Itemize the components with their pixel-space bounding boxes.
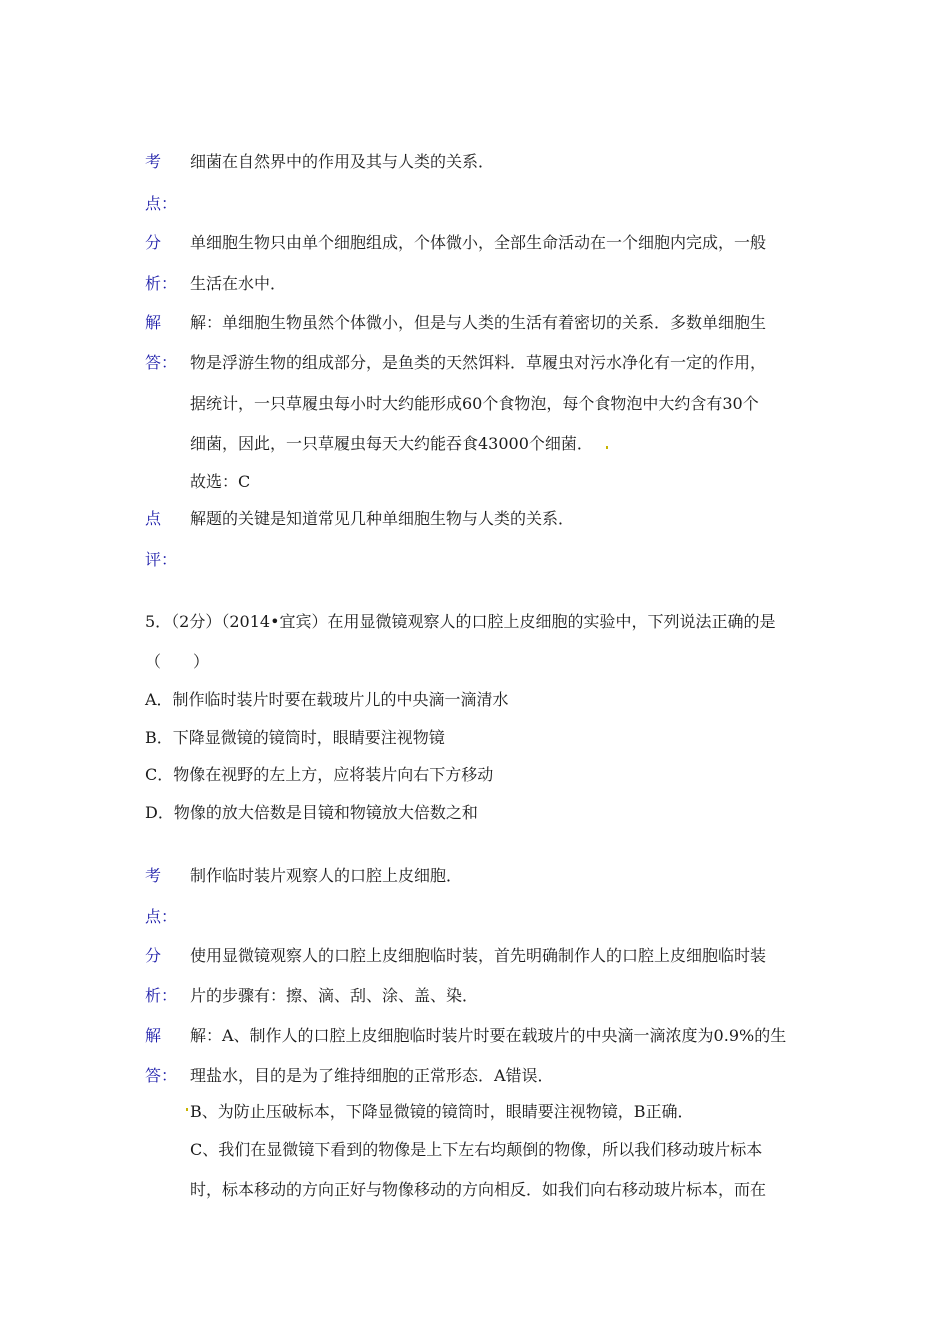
jieda-label-1: 解 <box>145 1026 162 1045</box>
kaodian-label-2: 点： <box>145 907 178 926</box>
stray-mark <box>606 446 608 449</box>
fenxi-label-1: 分 <box>145 946 162 965</box>
jieda-line: 据统计，一只草履虫每小时大约能形成60个食物泡，每个食物泡中大约含有30个 <box>190 394 759 413</box>
jieda-line: C、我们在显微镜下看到的物像是上下左右均颠倒的物像，所以我们移动玻片标本 <box>190 1140 763 1159</box>
jieda-line: B、为防止压破标本，下降显微镜的镜筒时，眼睛要注视物镜，B正确． <box>190 1102 694 1121</box>
jieda-label-1: 解 <box>145 313 162 332</box>
dianping-label-1: 点 <box>145 509 162 528</box>
kaodian-label-2: 点： <box>145 194 178 213</box>
question-blank: （ ） <box>145 652 210 671</box>
kaodian-text: 制作临时装片观察人的口腔上皮细胞． <box>190 866 463 885</box>
fenxi-line: 生活在水中． <box>190 274 287 293</box>
fenxi-line: 单细胞生物只由单个细胞组成，个体微小，全部生命活动在一个细胞内完成，一般 <box>190 233 767 252</box>
jieda-label-2: 答： <box>145 1066 178 1085</box>
option-d: D．物像的放大倍数是目镜和物镜放大倍数之和 <box>145 803 478 822</box>
fenxi-line: 使用显微镜观察人的口腔上皮细胞临时装，首先明确制作人的口腔上皮细胞临时装 <box>190 946 767 965</box>
dianping-label-2: 评： <box>145 550 178 569</box>
question-stem: 5．（2分）（2014•宜宾）在用显微镜观察人的口腔上皮细胞的实验中，下列说法正确的是 <box>145 612 776 631</box>
fenxi-line: 片的步骤有：擦、滴、刮、涂、盖、染． <box>190 986 479 1005</box>
kaodian-label-1: 考 <box>145 152 162 171</box>
jieda-label-2: 答： <box>145 353 178 372</box>
jieda-answer: 故选：C <box>190 472 251 491</box>
option-b: B．下降显微镜的镜筒时，眼睛要注视物镜 <box>145 728 445 747</box>
jieda-line: 时，标本移动的方向正好与物像移动的方向相反．如我们向右移动玻片标本，而在 <box>190 1180 767 1199</box>
jieda-line: 理盐水，目的是为了维持细胞的正常形态．A错误． <box>190 1066 554 1085</box>
kaodian-text: 细菌在自然界中的作用及其与人类的关系． <box>190 152 495 171</box>
jieda-line: 细菌，因此，一只草履虫每天大约能吞食43000个细菌． <box>190 434 593 453</box>
option-c: C．物像在视野的左上方，应将装片向右下方移动 <box>145 765 494 784</box>
jieda-line: 解：A、制作人的口腔上皮细胞临时装片时要在载玻片的中央滴一滴浓度为0.9%的生 <box>190 1026 787 1045</box>
fenxi-label-1: 分 <box>145 233 162 252</box>
fenxi-label-2: 析： <box>145 274 178 293</box>
kaodian-label-1: 考 <box>145 866 162 885</box>
option-a: A．制作临时装片时要在载玻片儿的中央滴一滴清水 <box>145 690 509 709</box>
stray-mark <box>186 1108 188 1111</box>
fenxi-label-2: 析： <box>145 986 178 1005</box>
jieda-line: 物是浮游生物的组成部分，是鱼类的天然饵料．草履虫对污水净化有一定的作用， <box>190 353 767 372</box>
jieda-line: 解：单细胞生物虽然个体微小，但是与人类的生活有着密切的关系．多数单细胞生 <box>190 313 767 332</box>
dianping-text: 解题的关键是知道常见几种单细胞生物与人类的关系． <box>190 509 575 528</box>
